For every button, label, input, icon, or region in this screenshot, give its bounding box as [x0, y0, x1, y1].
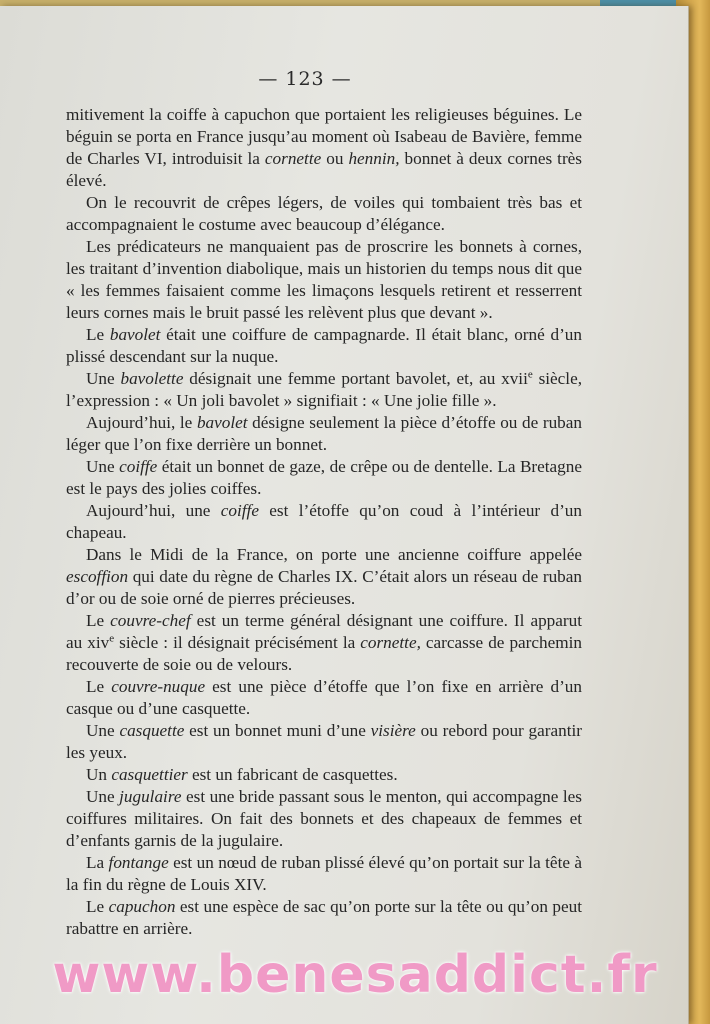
italic-term: coiffe	[220, 501, 259, 520]
text-run: est un fabricant de casquettes.	[187, 765, 398, 784]
book-page	[0, 6, 689, 1024]
text-run: ou	[321, 149, 349, 168]
paragraph	[66, 676, 582, 720]
text-run: Le	[86, 897, 109, 916]
paragraph	[66, 544, 582, 610]
paragraph	[66, 456, 582, 500]
text-run: Une	[86, 457, 120, 476]
text-run: La	[86, 853, 109, 872]
text-run: est un terme général désignant une coiffure. Il apparut au xiv	[66, 611, 583, 652]
watermark-url: www.benesaddict.fr	[52, 945, 658, 1005]
text-run: Une	[86, 787, 120, 806]
italic-term: casquette	[119, 721, 185, 740]
paragraph	[66, 786, 582, 852]
italic-term: hennin,	[348, 149, 400, 168]
text-run: mitivement la coiffe à capuchon que portaient les religieuses béguines. Le béguin se porta en France jusqu’au moment où Isabeau de Bavière, femme de Charles VI, introduisit la	[66, 105, 582, 168]
italic-term: capuchon	[108, 897, 176, 916]
text-run: siècle : il désignait précisément la	[114, 633, 361, 652]
text-run: est l’étoffe qu’on coud à l’intérieur d’un chapeau.	[66, 501, 582, 542]
text-run: est une pièce d’étoffe que l’on fixe en arrière d’un casque ou d’une casquette.	[66, 677, 582, 718]
text-run: ou rebord pour garantir les yeux.	[66, 721, 582, 762]
text-run: Une	[86, 721, 120, 740]
italic-term: cornette	[264, 149, 322, 168]
italic-term: coiffe	[119, 457, 158, 476]
text-run: Le	[86, 611, 111, 630]
italic-term: bavolette	[120, 369, 184, 388]
text-run: Les prédicateurs ne manquaient pas de proscrire les bonnets à cornes, les traitant d’invention diabolique, mais un historien du temps nous dit que « les femmes faisaient comme les limaçons lesquels retirent et resserrent leurs cornes mais le bruit passé les relèvent plus que devant ».	[66, 237, 582, 322]
paragraph	[66, 720, 582, 764]
text-run: désigne seulement la pièce d’étoffe ou de ruban léger que l’on fixe derrière un bonnet.	[66, 413, 582, 454]
paragraph	[66, 500, 582, 544]
italic-term: cornette,	[360, 633, 421, 652]
paragraph	[66, 324, 582, 368]
text-run: est un bonnet muni d’une	[184, 721, 371, 740]
text-run: est une bride passant sous le menton, qui accompagne les coiffures militaires. On fait des bonnets et des chapeaux de femmes et d’enfants garnis de la jugulaire.	[66, 787, 582, 850]
paragraph	[66, 192, 582, 236]
italic-term: bavolet	[109, 325, 161, 344]
superscript: e	[527, 368, 533, 381]
page-number: — 123 —	[258, 68, 352, 90]
text-run: Le	[86, 677, 112, 696]
paragraph	[66, 610, 582, 676]
text-run: Aujourd’hui, une	[86, 501, 221, 520]
text-run: était un bonnet de gaze, de crêpe ou de dentelle. La Bretagne est le pays des jolies coiffes.	[66, 457, 582, 498]
text-run: est une espèce de sac qu’on porte sur la tête ou qu’on peut rabattre en arrière.	[66, 897, 582, 938]
italic-term: couvre-nuque	[111, 677, 206, 696]
text-run: était une coiffure de campagnarde. Il était blanc, orné d’un plissé descendant sur la nuque.	[66, 325, 582, 366]
text-run: siècle, l’expression : « Un joli bavolet » signifiait : « Une jolie fille ».	[66, 369, 582, 410]
italic-term: couvre-chef	[110, 611, 191, 630]
text-run: qui date du règne de Charles IX. C’était alors un réseau de ruban d’or ou de soie orné de pierres précieuses.	[66, 567, 582, 608]
text-run: Une	[86, 369, 121, 388]
paragraph	[66, 368, 582, 412]
text-run: carcasse de parchemin recouverte de soie ou de velours.	[66, 633, 582, 674]
italic-term: fontange	[108, 853, 169, 872]
paragraph	[66, 896, 582, 940]
italic-term: bavolet	[196, 413, 248, 432]
text-run: est un nœud de ruban plissé élevé qu’on portait sur la tête à la fin du règne de Louis XIV.	[66, 853, 583, 894]
text-run: Aujourd’hui, le	[86, 413, 197, 432]
paragraph	[66, 764, 582, 786]
text-run: On le recouvrit de crêpes légers, de voiles qui tombaient très bas et accompagnaient le costume avec beaucoup d’élégance.	[66, 193, 582, 234]
italic-term: escoffion	[66, 567, 129, 586]
italic-term: casquettier	[111, 765, 188, 784]
paragraph	[66, 236, 582, 324]
italic-term: jugulaire	[119, 787, 182, 806]
paragraph	[66, 104, 582, 192]
paragraph	[66, 412, 582, 456]
text-run: désignait une femme portant bavolet, et, au xvii	[183, 369, 528, 388]
paragraph	[66, 852, 582, 896]
text-run: bonnet à deux cornes très élevé.	[66, 149, 582, 190]
italic-term: visière	[370, 721, 416, 740]
page-text	[66, 104, 582, 940]
text-run: Un	[86, 765, 112, 784]
text-run: Le	[86, 325, 110, 344]
text-run: Dans le Midi de la France, on porte une ancienne coiffure appelée	[86, 545, 582, 564]
superscript: e	[109, 632, 115, 645]
